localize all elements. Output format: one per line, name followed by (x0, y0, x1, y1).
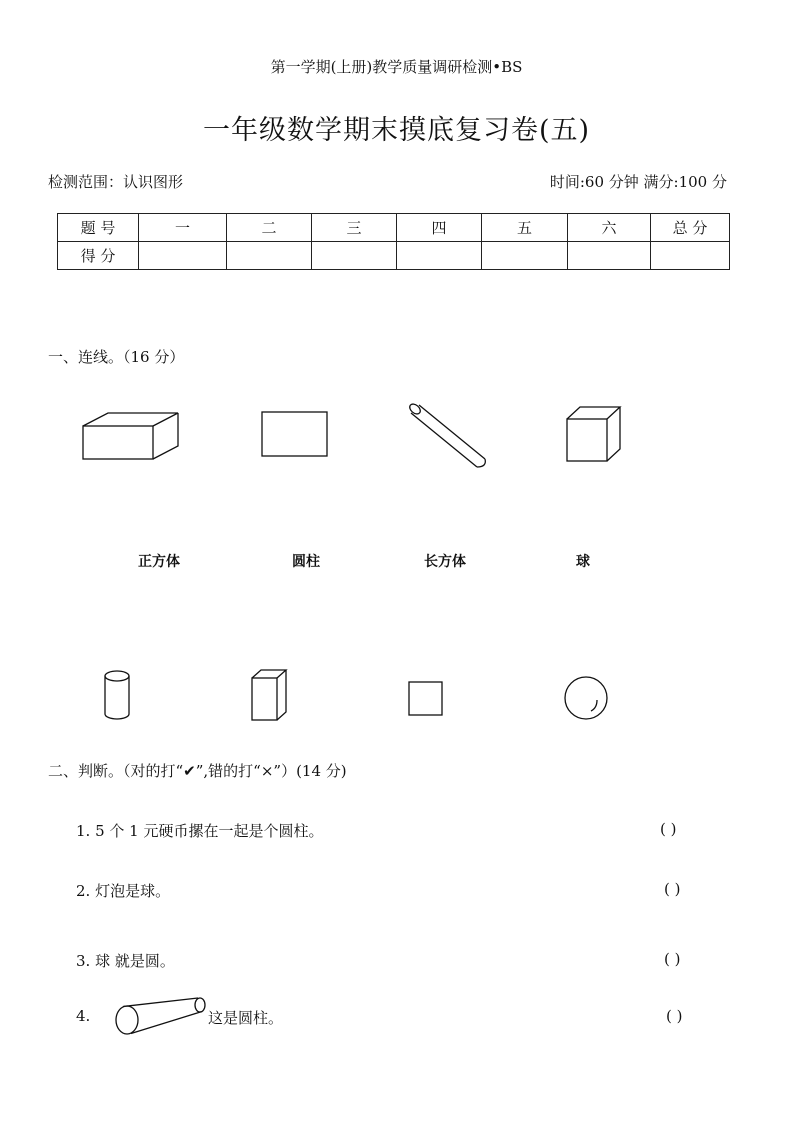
answer-blank-3[interactable]: ( ) (664, 950, 681, 968)
section2-heading: 二、判断。（对的打“✔”,错的打“×”）(14 分) (48, 762, 347, 780)
score-table-cell: 二 (227, 214, 312, 242)
cuboid-icon[interactable] (82, 412, 182, 462)
section1-heading: 一、连线。（16 分） (48, 348, 185, 366)
score-table-cell: 一 (139, 214, 227, 242)
score-table-cell: 题 号 (58, 214, 139, 242)
page-title: 一年级数学期末摸底复习卷(五) (202, 115, 591, 146)
score-input-cell[interactable] (227, 242, 312, 270)
score-table-cell: 得 分 (58, 242, 139, 270)
score-table-cell: 总 分 (651, 214, 730, 242)
judge-item-4-number: 4. (76, 1007, 91, 1025)
sphere-icon[interactable] (563, 676, 611, 724)
prism-icon[interactable] (251, 669, 289, 723)
cylinder-icon[interactable] (104, 670, 132, 722)
score-table (57, 213, 730, 270)
score-input-cell[interactable] (139, 242, 227, 270)
square-icon[interactable] (408, 681, 446, 719)
answer-blank-1[interactable]: ( ) (660, 820, 677, 838)
judge-item-1: 1. 5 个 1 元硬币摞在一起是个圆柱。 (76, 822, 324, 840)
judge-item-3: 3. 球 就是圆。 (76, 952, 175, 970)
judge-item-4: 这是圆柱。 (208, 1009, 284, 1027)
score-table-score-row (58, 242, 730, 270)
judge-item-2: 2. 灯泡是球。 (76, 882, 171, 900)
score-input-cell[interactable] (651, 242, 730, 270)
cube-icon[interactable] (566, 406, 624, 464)
page-header: 第一学期(上册)教学质量调研检测•BS (270, 58, 523, 76)
score-table-cell: 五 (482, 214, 568, 242)
answer-blank-2[interactable]: ( ) (664, 880, 681, 898)
label-cube: 正方体 (138, 554, 180, 570)
answer-blank-4[interactable]: ( ) (666, 1007, 683, 1025)
time-and-score-info: 时间:60 分钟 满分:100 分 (549, 173, 727, 191)
label-cuboid: 长方体 (424, 554, 466, 570)
score-table-cell: 四 (397, 214, 482, 242)
rectangle-icon[interactable] (261, 411, 331, 459)
score-input-cell[interactable] (397, 242, 482, 270)
score-table-cell: 三 (312, 214, 397, 242)
score-table-cell: 六 (568, 214, 651, 242)
test-scope: 检测范围：认识图形 (48, 173, 184, 191)
lying-cylinder-icon[interactable] (114, 995, 210, 1037)
rod-icon[interactable] (407, 401, 489, 469)
score-input-cell[interactable] (568, 242, 651, 270)
score-input-cell[interactable] (482, 242, 568, 270)
label-sphere: 球 (576, 554, 590, 570)
score-input-cell[interactable] (312, 242, 397, 270)
score-table-header-row (58, 214, 730, 242)
label-cylinder: 圆柱 (292, 554, 320, 570)
